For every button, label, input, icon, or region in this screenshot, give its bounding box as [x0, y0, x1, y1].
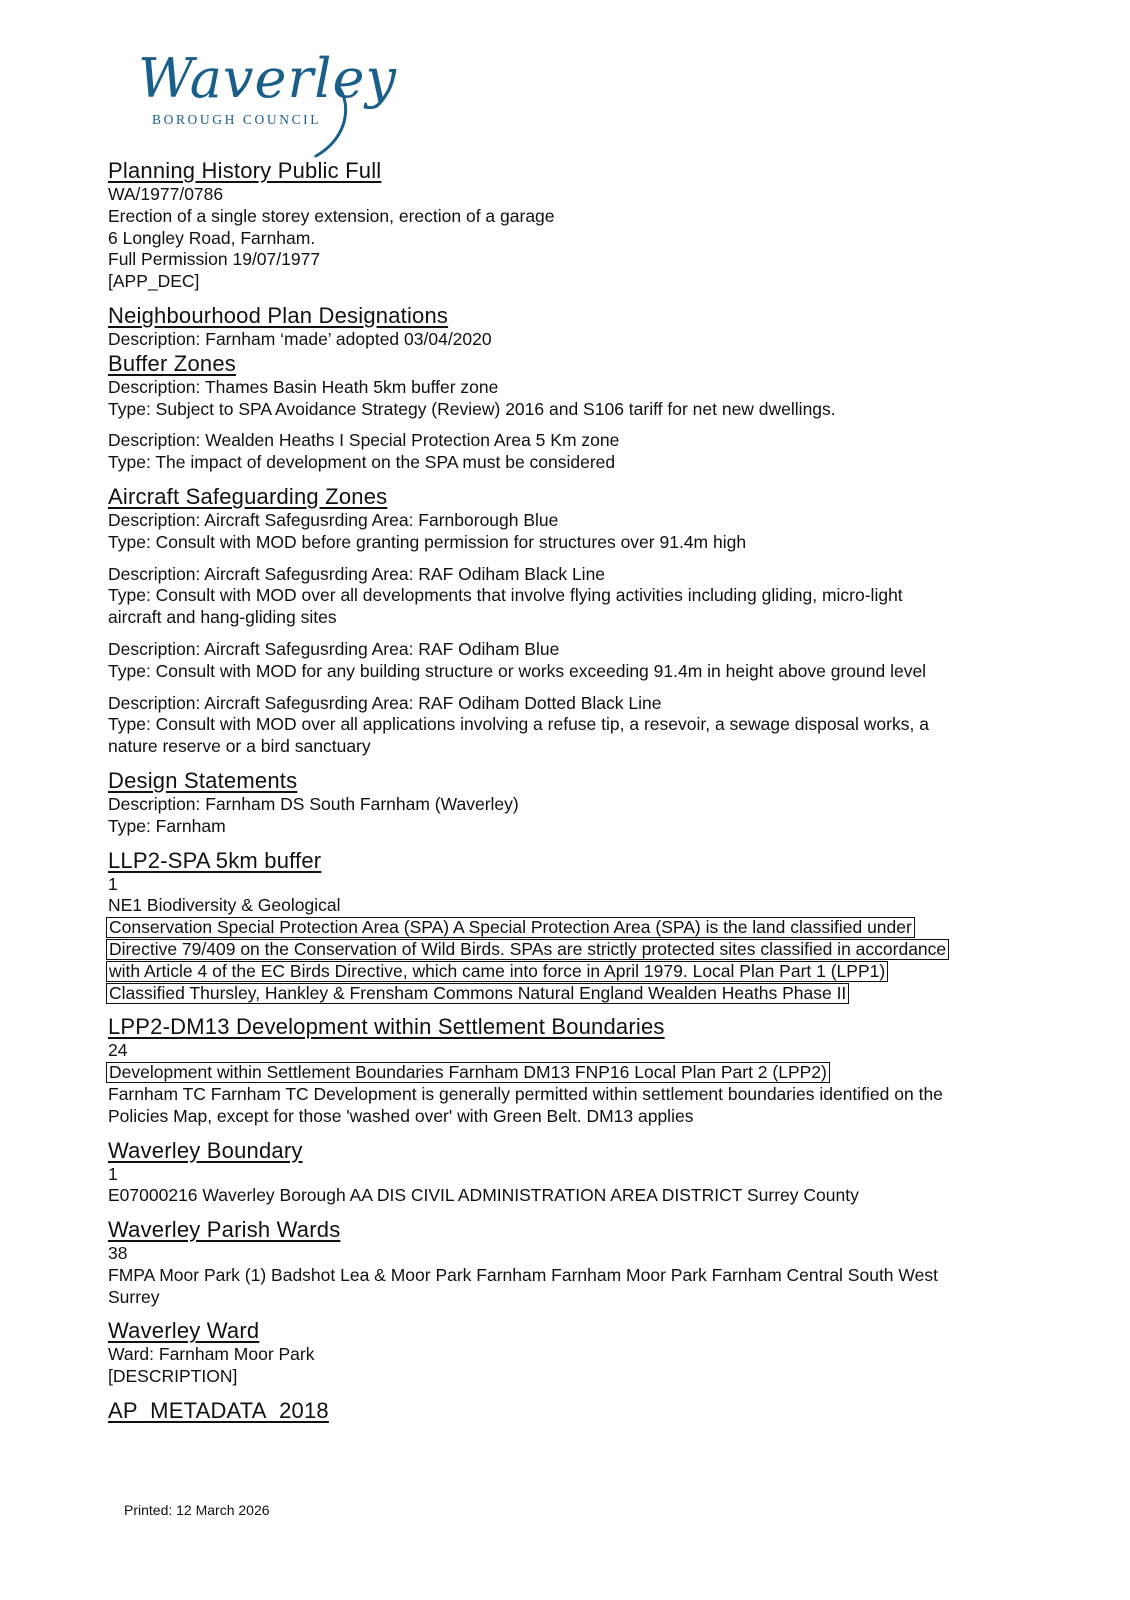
- design-statements-heading: Design Statements: [108, 767, 298, 793]
- waverley-boundary-text: E07000216 Waverley Borough AA DIS CIVIL ADMINISTRATION AREA DISTRICT Surrey County: [108, 1185, 859, 1206]
- document-body: [108, 158, 1028, 1424]
- ward-code: [DESCRIPTION]: [108, 1366, 238, 1387]
- application-proposal: Erection of a single storey extension, erection of a garage: [108, 205, 555, 226]
- parish-wards-section: [108, 1217, 1028, 1308]
- aircraft-zone-description: Description: Aircraft Safegusrding Area: RAF Odiham Dotted Black Line: [108, 692, 662, 713]
- aircraft-safeguarding-section: [108, 484, 1028, 758]
- lpp2-dm13-boxed-text: Development within Settlement Boundaries Farnham DM13 FNP16 Local Plan Part 2 (LPP2): [106, 1062, 830, 1083]
- waverley-boundary-section: [108, 1138, 1028, 1208]
- llp2-spa-count: 1: [108, 873, 118, 894]
- design-statement-description: Description: Farnham DS South Farnham (Waverley): [108, 793, 519, 814]
- application-decision: Full Permission 19/07/1977: [108, 249, 321, 270]
- logo-subtitle: BOROUGH COUNCIL: [152, 112, 322, 127]
- buffer-zones-section: [108, 351, 1028, 474]
- metadata-section: [108, 1398, 1028, 1424]
- buffer-zone-description: Description: Wealden Heaths I Special Protection Area 5 Km zone: [108, 430, 620, 451]
- design-statements-section: [108, 768, 1028, 838]
- buffer-zone-description: Description: Thames Basin Heath 5km buffer zone: [108, 376, 499, 397]
- llp2-spa-boxed-text: Classified Thursley, Hankley & Frensham Commons Natural England Wealden Heaths Phase II: [106, 983, 849, 1004]
- buffer-zone-type: Type: The impact of development on the SPA must be considered: [108, 452, 616, 473]
- metadata-heading: AP_METADATA_2018: [108, 1398, 329, 1424]
- aircraft-zone-description: Description: Aircraft Safegusrding Area: Farnborough Blue: [108, 509, 559, 530]
- lpp2-dm13-text: Farnham TC Farnham TC Development is generally permitted within settlement boundaries identified on the: [108, 1083, 943, 1104]
- lpp2-dm13-section: [108, 1014, 1028, 1127]
- buffer-zone-type: Type: Subject to SPA Avoidance Strategy (Review) 2016 and S106 tariff for net new dwellings.: [108, 398, 836, 419]
- lpp2-dm13-text: Policies Map, except for those 'washed over' with Green Belt. DM13 applies: [108, 1105, 694, 1126]
- council-logo: [138, 47, 398, 164]
- parish-wards-heading: Waverley Parish Wards: [108, 1217, 341, 1243]
- waverley-boundary-count: 1: [108, 1163, 118, 1184]
- aircraft-zone-type: Type: Consult with MOD over all applications involving a refuse tip, a resevoir, a sewage disposal works, a: [108, 714, 929, 735]
- printed-date: Printed: 12 March 2026: [124, 1502, 270, 1518]
- aircraft-zone-description: Description: Aircraft Safegusrding Area: RAF Odiham Black Line: [108, 563, 606, 584]
- lpp2-dm13-heading: LPP2-DM13 Development within Settlement Boundaries: [108, 1014, 665, 1040]
- llp2-spa-boxed-text: Directive 79/409 on the Conservation of Wild Birds. SPAs are strictly protected sites classified in accordance: [106, 939, 949, 960]
- parish-wards-text: FMPA Moor Park (1) Badshot Lea & Moor Park Farnham Farnham Moor Park Farnham Central South West: [108, 1264, 938, 1285]
- waverley-boundary-heading: Waverley Boundary: [108, 1137, 303, 1163]
- aircraft-zone-type: Type: Consult with MOD for any building structure or works exceeding 91.4m in height above ground level: [108, 660, 927, 681]
- llp2-spa-boxed-text: with Article 4 of the EC Birds Directive, which came into force in April 1979. Local Plan Part 1 (LPP1): [106, 961, 888, 982]
- llp2-spa-boxed-text: Conservation Special Protection Area (SPA) A Special Protection Area (SPA) is the land classified under: [106, 917, 915, 938]
- application-code: [APP_DEC]: [108, 271, 200, 292]
- logo-wordmark: Waverley: [138, 47, 398, 110]
- aircraft-zone-type: Type: Consult with MOD before granting permission for structures over 91.4m high: [108, 531, 747, 552]
- aircraft-zone-type: Type: Consult with MOD over all developments that involve flying activities including gliding, micro-light: [108, 585, 903, 606]
- llp2-spa-heading: LLP2-SPA 5km buffer: [108, 847, 322, 873]
- aircraft-zone-description: Description: Aircraft Safegusrding Area: RAF Odiham Blue: [108, 638, 560, 659]
- aircraft-zone-type-cont: nature reserve or a bird sanctuary: [108, 736, 371, 757]
- ward-name: Ward: Farnham Moor Park: [108, 1344, 315, 1365]
- ward-heading: Waverley Ward: [108, 1318, 260, 1344]
- aircraft-safeguarding-heading: Aircraft Safeguarding Zones: [108, 483, 388, 509]
- neighbourhood-plan-heading: Neighbourhood Plan Designations: [108, 302, 449, 328]
- parish-wards-count: 38: [108, 1243, 128, 1264]
- planning-history-heading: Planning History Public Full: [108, 158, 382, 183]
- application-reference: WA/1977/0786: [108, 184, 224, 204]
- application-address: 6 Longley Road, Farnham.: [108, 227, 316, 248]
- llp2-spa-policy: NE1 Biodiversity & Geological: [108, 895, 341, 916]
- buffer-zones-heading: Buffer Zones: [108, 350, 236, 376]
- neighbourhood-plan-description: Description: Farnham ‘made’ adopted 03/04/2020: [108, 328, 492, 349]
- design-statement-type: Type: Farnham: [108, 815, 226, 836]
- neighbourhood-plan-section: [108, 303, 1028, 351]
- ward-section: [108, 1318, 1028, 1388]
- llp2-spa-section: [108, 848, 1028, 1005]
- lpp2-dm13-count: 24: [108, 1040, 128, 1061]
- parish-wards-text: Surrey: [108, 1286, 160, 1307]
- planning-history-section: [108, 158, 1028, 293]
- aircraft-zone-type-cont: aircraft and hang-gliding sites: [108, 607, 337, 628]
